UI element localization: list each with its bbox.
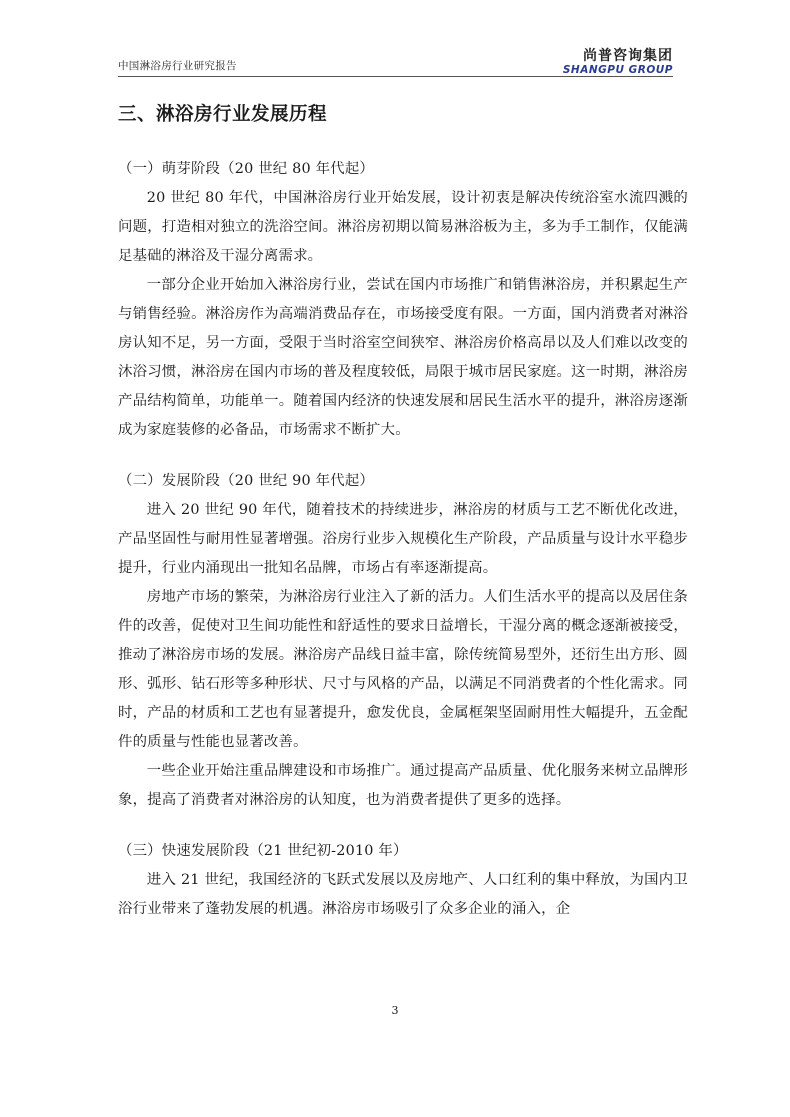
paragraph: 房地产市场的繁荣，为淋浴房行业注入了新的活力。人们生活水平的提高以及居住条件的改善，促使对卫生间功能性和舒适性的要求日益增长，干湿分离的概念逐渐被接受，推动了淋浴房市场的发展。淋浴房产品线日益丰富，除传统简易型外，还衍生出方形、圆形、弧形、钻石形等多种形状、尺寸与风格的产品，以满足不同消费者的个性化需求。同时，产品的材质和工艺也有显著提升，愈发优良，金属框架坚固耐用性大幅提升，五金配件的质量与性能也显著改善。 xyxy=(118,589,688,750)
paragraph: 一部分企业开始加入淋浴房行业，尝试在国内市场推广和销售淋浴房，并积累起生产与销售经验。淋浴房作为高端消费品存在，市场接受度有限。一方面，国内消费者对淋浴房认知不足，另一方面，受限于当时浴室空间狭窄、淋浴房价格高昂以及人们难以改变的沐浴习惯，淋浴房在国内市场的普及程度较低，局限于城市居民家庭。这一时期，淋浴房产品结构简单，功能单一。随着国内经济的快速发展和居民生活水平的提升，淋浴房逐渐成为家庭装修的必备品，市场需求不断扩大。 xyxy=(118,277,688,438)
subheading-stage-2: （二）发展阶段（20 世纪 90 年代起） xyxy=(118,473,375,489)
paragraph: 进入 20 世纪 90 年代，随着技术的持续进步，淋浴房的材质与工艺不断优化改进，产品坚固性与耐用性显著增强。浴房行业步入规模化生产阶段，产品质量与设计水平稳步提升，行业内涌现出一批知名品牌，市场占有率逐渐提高。 xyxy=(118,502,688,576)
subheading-stage-1: （一）萌芽阶段（20 世纪 80 年代起） xyxy=(118,161,375,177)
subheading-stage-3: （三）快速发展阶段（21 世纪初-2010 年） xyxy=(118,843,408,859)
paragraph: 进入 21 世纪，我国经济的飞跃式发展以及房地产、人口红利的集中释放，为国内卫浴行业带来了蓬勃发展的机遇。淋浴房市场吸引了众多企业的涌入，企 xyxy=(118,872,688,917)
section-title: 三、淋浴房行业发展历程 xyxy=(118,104,328,125)
document-body xyxy=(118,100,688,924)
logo-chinese-text: 尚普咨询集团 xyxy=(583,48,673,64)
logo-english-text: SHANGPU GROUP xyxy=(562,64,673,76)
paragraph: 一些企业开始注重品牌建设和市场推广。通过提高产品质量、优化服务来树立品牌形象，提高了消费者对淋浴房的认知度，也为消费者提供了更多的选择。 xyxy=(118,763,688,808)
header-document-title: 中国淋浴房行业研究报告 xyxy=(118,60,237,72)
header-divider xyxy=(118,76,673,77)
company-logo xyxy=(563,48,673,76)
paragraph: 20 世纪 80 年代，中国淋浴房行业开始发展，设计初衷是解决传统浴室水流四溅的问题，打造相对独立的洗浴空间。淋浴房初期以简易淋浴板为主，多为手工制作，仅能满足基础的淋浴及干湿分离需求。 xyxy=(118,190,688,264)
page-header xyxy=(118,38,673,78)
page-number: 3 xyxy=(391,1004,399,1017)
